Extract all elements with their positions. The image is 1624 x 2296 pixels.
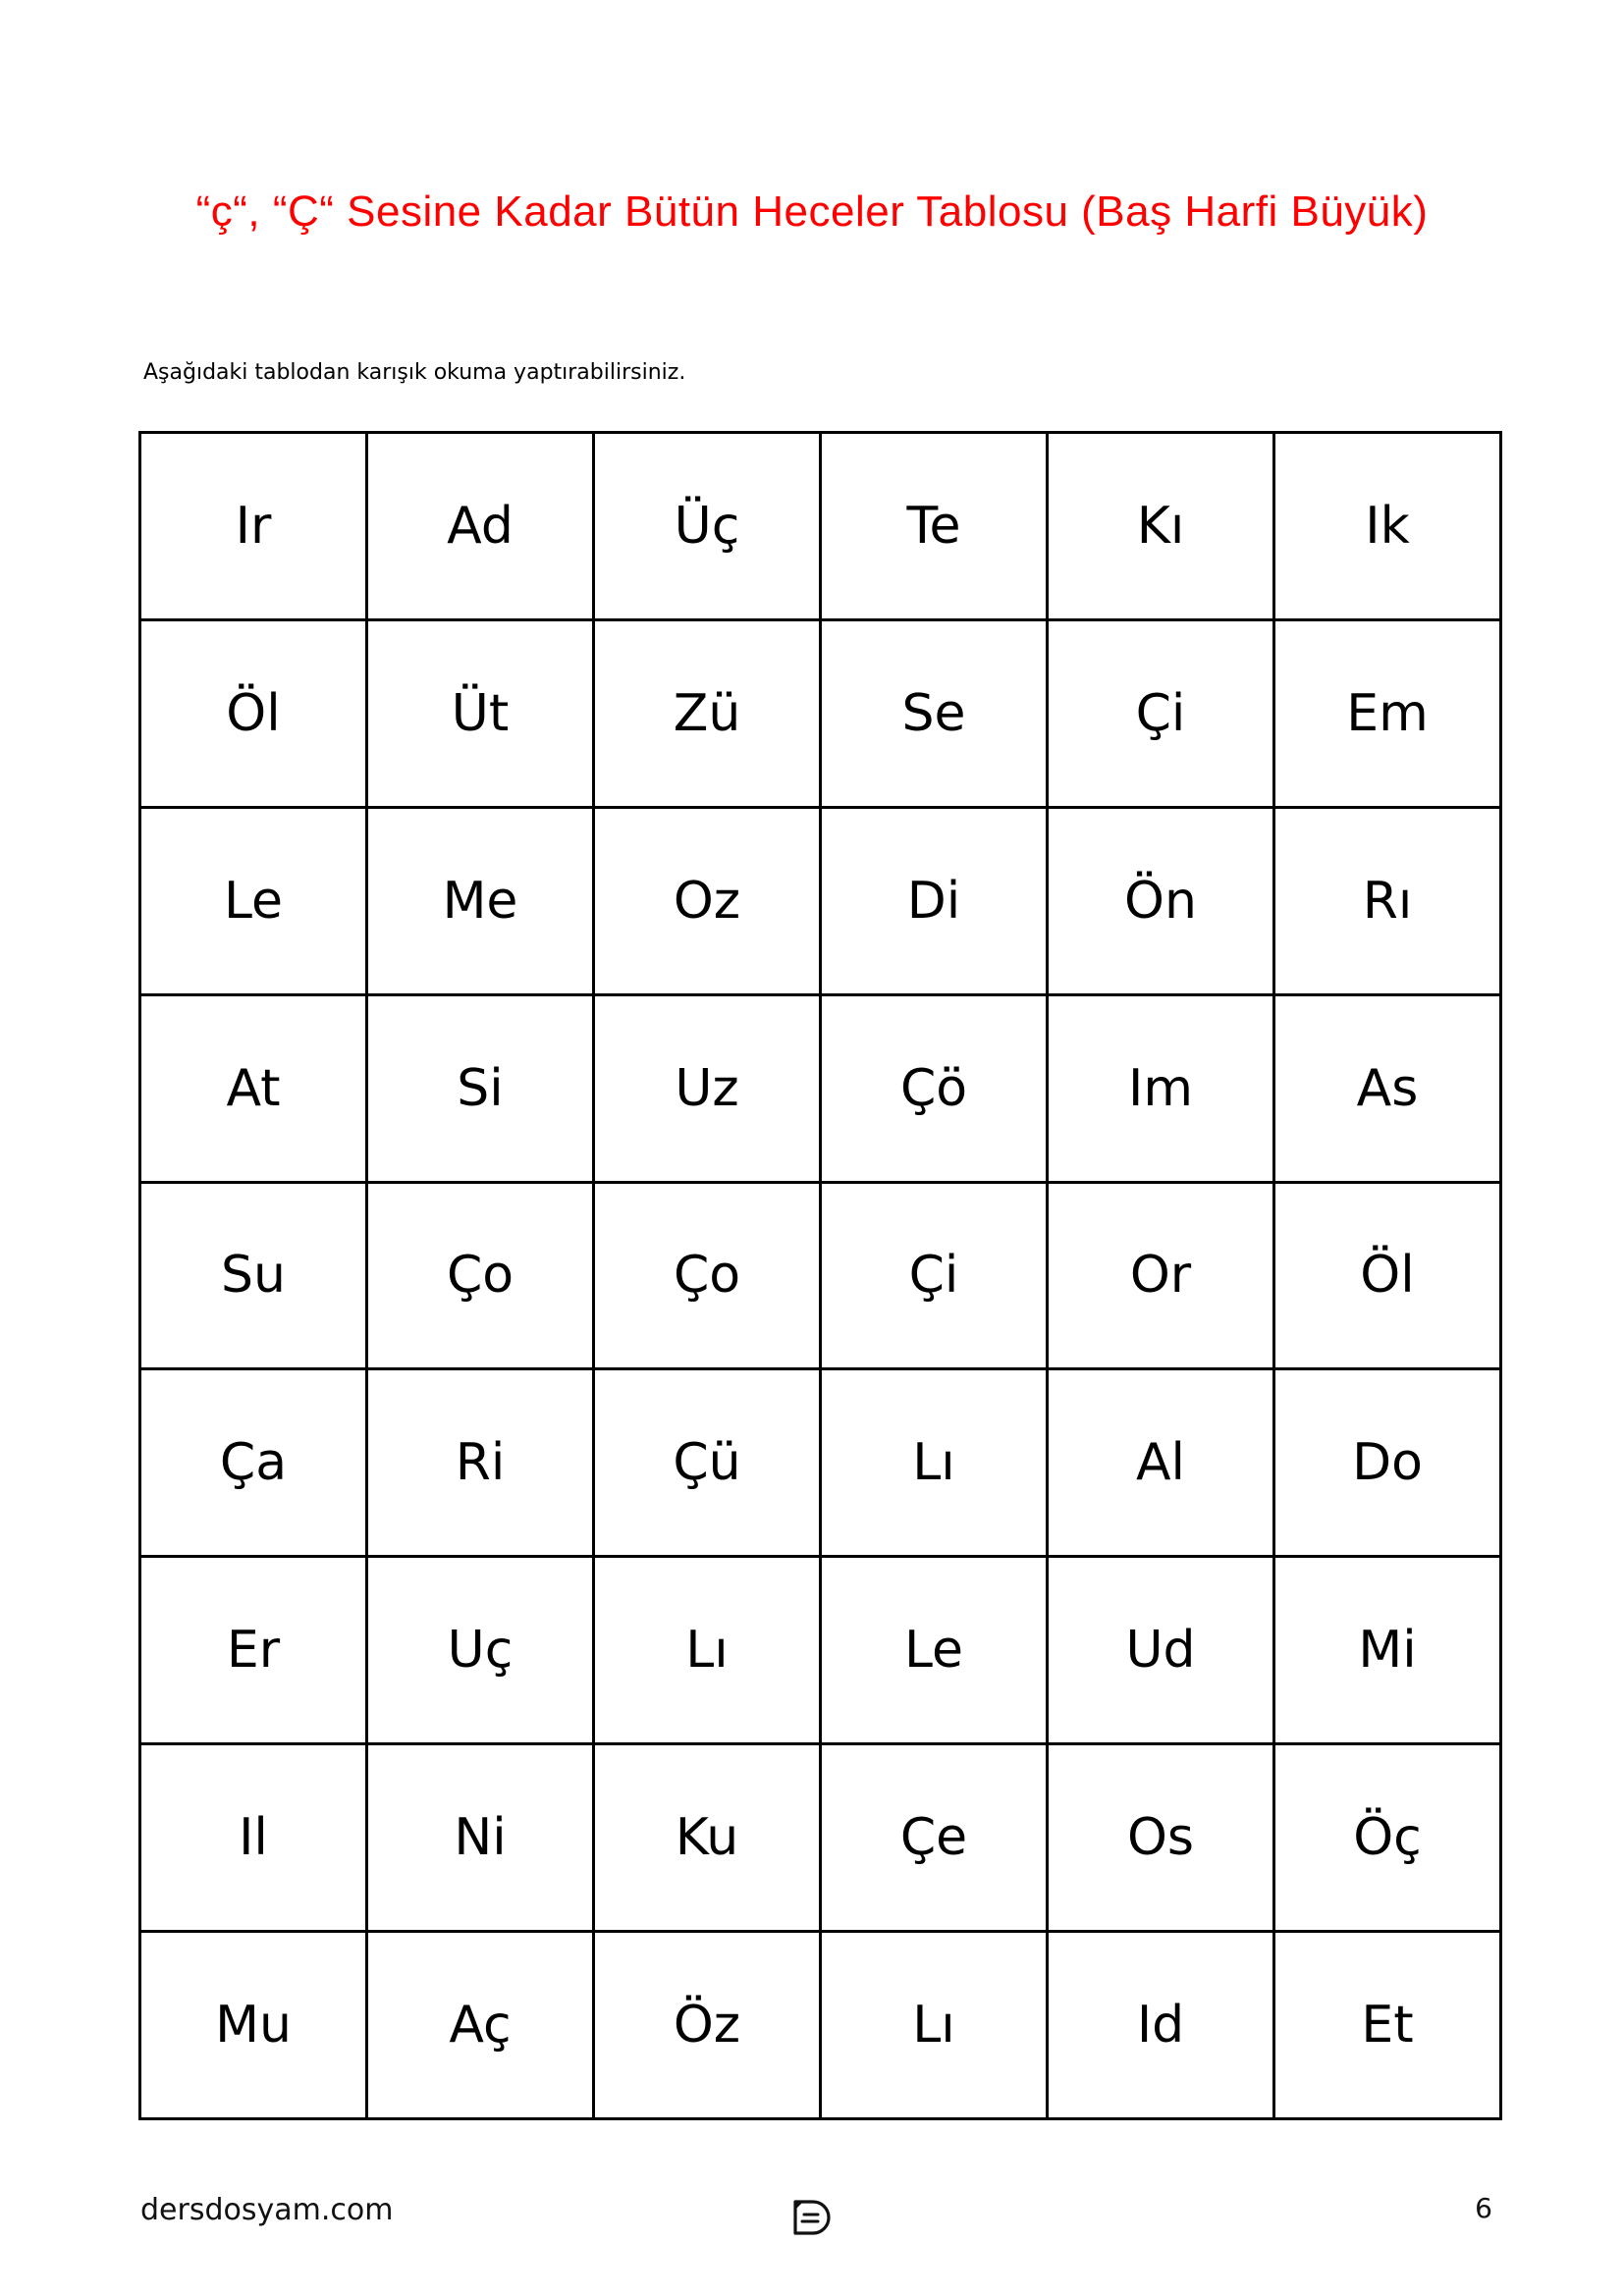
syllable-cell: Ik <box>1274 433 1501 620</box>
syllable-cell: Ça <box>140 1369 367 1557</box>
syllable-cell: Öl <box>140 619 367 807</box>
syllable-cell: Zü <box>594 619 821 807</box>
syllable-cell: Oz <box>594 807 821 994</box>
syllable-cell: Öç <box>1274 1744 1501 1932</box>
page-title: “ç“, “Ç“ Sesine Kadar Bütün Heceler Tablosu (Baş Harfi Büyük) <box>195 187 1429 236</box>
syllable-cell: Üt <box>367 619 594 807</box>
syllable-cell: Me <box>367 807 594 994</box>
syllable-cell: Lı <box>594 1557 821 1744</box>
syllable-cell: Al <box>1048 1369 1274 1557</box>
syllable-cell: Ni <box>367 1744 594 1932</box>
syllable-cell: Uz <box>594 994 821 1182</box>
table-row <box>140 807 1501 994</box>
page-number: 6 <box>1475 2192 1492 2224</box>
syllable-cell: Il <box>140 1744 367 1932</box>
syllable-cell: Rı <box>1274 807 1501 994</box>
syllable-cell: Di <box>821 807 1048 994</box>
table-row <box>140 1932 1501 2119</box>
table-row <box>140 433 1501 620</box>
table-row <box>140 994 1501 1182</box>
syllable-cell: Ri <box>367 1369 594 1557</box>
syllable-cell: Lı <box>821 1932 1048 2119</box>
syllable-cell: Öl <box>1274 1182 1501 1369</box>
syllable-cell: Le <box>821 1557 1048 1744</box>
syllable-cell: As <box>1274 994 1501 1182</box>
syllable-cell: Kı <box>1048 433 1274 620</box>
document-logo-icon-graphic <box>791 2199 831 2238</box>
syllable-cell: Si <box>367 994 594 1182</box>
syllable-cell: Çü <box>594 1369 821 1557</box>
syllable-cell: Ön <box>1048 807 1274 994</box>
syllable-cell: Et <box>1274 1932 1501 2119</box>
syllable-cell: Ad <box>367 433 594 620</box>
syllable-cell: Im <box>1048 994 1274 1182</box>
syllable-cell: Or <box>1048 1182 1274 1369</box>
syllable-cell: Os <box>1048 1744 1274 1932</box>
table-row <box>140 1369 1501 1557</box>
syllable-cell: Uç <box>367 1557 594 1744</box>
footer-site-name: dersdosyam.com <box>140 2193 394 2227</box>
syllable-cell: Çi <box>821 1182 1048 1369</box>
table-row <box>140 1182 1501 1369</box>
table-row <box>140 1557 1501 1744</box>
syllable-cell: Üç <box>594 433 821 620</box>
syllable-cell: Lı <box>821 1369 1048 1557</box>
syllable-cell: Öz <box>594 1932 821 2119</box>
syllable-cell: Mi <box>1274 1557 1501 1744</box>
table-row <box>140 619 1501 807</box>
syllable-cell: Çe <box>821 1744 1048 1932</box>
syllable-cell: Su <box>140 1182 367 1369</box>
syllable-cell: Mu <box>140 1932 367 2119</box>
syllable-cell: Se <box>821 619 1048 807</box>
syllable-cell: At <box>140 994 367 1182</box>
syllable-cell: Ir <box>140 433 367 620</box>
syllable-cell: Le <box>140 807 367 994</box>
syllable-cell: Ku <box>594 1744 821 1932</box>
syllable-table-body <box>140 433 1501 2119</box>
syllable-table <box>138 431 1502 2120</box>
syllable-cell: Te <box>821 433 1048 620</box>
syllable-cell: Er <box>140 1557 367 1744</box>
document-logo-icon <box>791 2199 831 2238</box>
syllable-cell: Id <box>1048 1932 1274 2119</box>
syllable-cell: Çi <box>1048 619 1274 807</box>
syllable-cell: Ço <box>594 1182 821 1369</box>
syllable-cell: Em <box>1274 619 1501 807</box>
syllable-cell: Do <box>1274 1369 1501 1557</box>
instruction-text: Aşağıdaki tablodan karışık okuma yaptırabilirsiniz. <box>143 360 686 385</box>
table-row <box>140 1744 1501 1932</box>
syllable-cell: Çö <box>821 994 1048 1182</box>
syllable-cell: Ud <box>1048 1557 1274 1744</box>
syllable-cell: Ço <box>367 1182 594 1369</box>
syllable-cell: Aç <box>367 1932 594 2119</box>
